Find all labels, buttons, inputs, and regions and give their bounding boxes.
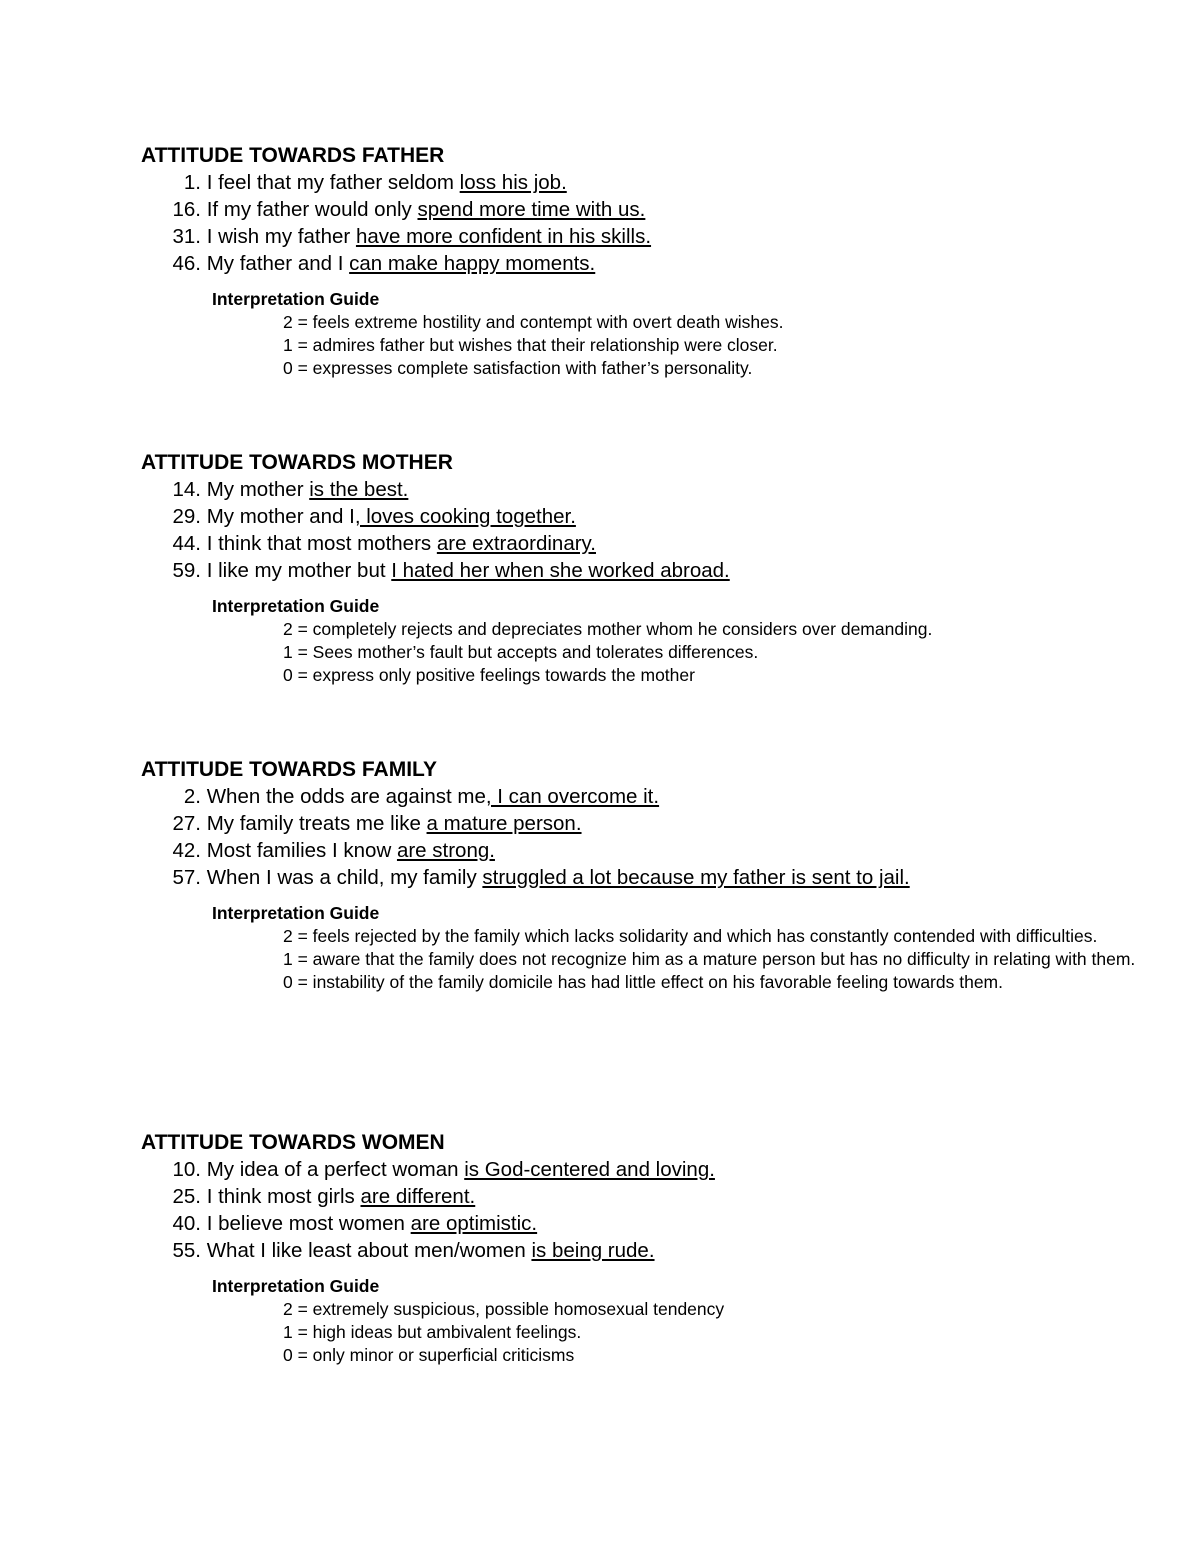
guide-title: Interpretation Guide	[212, 289, 380, 309]
interpretation-guide	[212, 902, 1141, 994]
section-father	[141, 142, 1141, 380]
item-stem: I wish my father	[201, 225, 356, 248]
item-stem: My father and I	[201, 252, 350, 275]
item-number: 31.	[172, 225, 201, 248]
section-family	[141, 756, 1141, 994]
guide-line: 2 = feels extreme hostility and contempt with overt death wishes.	[283, 312, 784, 332]
item-stem: When I was a child, my family	[201, 866, 483, 889]
guide-title: Interpretation Guide	[212, 596, 380, 616]
item-stem: I feel that my father seldom	[201, 171, 460, 194]
guide-line: 0 = only minor or superficial criticisms	[283, 1345, 575, 1365]
item-number: 27.	[172, 812, 201, 835]
item-number: 59.	[172, 559, 201, 582]
item-answer: , loves cooking together.	[354, 505, 576, 528]
guide-line: 1 = admires father but wishes that their relationship were closer.	[283, 335, 778, 355]
sentence-item	[141, 1237, 1141, 1264]
guide-line: 0 = instability of the family domicile has had little effect on his favorable feeling towards them.	[283, 972, 1003, 992]
guide-line: 2 = completely rejects and depreciates mother whom he considers over demanding.	[283, 619, 933, 639]
item-number: 57.	[172, 866, 201, 889]
item-stem: I believe most women	[201, 1212, 411, 1235]
item-answer: are strong.	[396, 839, 495, 862]
sentence-item	[141, 837, 1141, 864]
guide-line: 1 = aware that the family does not recognize him as a mature person but has no difficulty in relating with them.	[283, 949, 1136, 969]
item-number: 55.	[172, 1239, 201, 1262]
item-number: 46.	[172, 252, 201, 275]
item-answer: is God-centered and loving.	[464, 1158, 715, 1181]
item-answer: struggled a lot because my father is sent to jail.	[482, 866, 910, 889]
section-heading: ATTITUDE TOWARDS WOMEN	[141, 1131, 445, 1154]
section-women	[141, 1129, 1141, 1367]
guide-title: Interpretation Guide	[212, 903, 380, 923]
item-answer: are different.	[360, 1185, 476, 1208]
guide-line: 2 = extremely suspicious, possible homosexual tendency	[283, 1299, 725, 1319]
item-stem: My mother	[201, 478, 310, 501]
guide-line: 2 = feels rejected by the family which lacks solidarity and which has constantly contended with difficulties.	[283, 926, 1098, 946]
interpretation-guide	[212, 288, 1141, 380]
item-answer: can make happy moments.	[349, 252, 596, 275]
section-heading: ATTITUDE TOWARDS FATHER	[141, 144, 445, 167]
item-number: 14.	[172, 478, 201, 501]
sentence-item	[141, 530, 1141, 557]
item-answer: are optimistic.	[410, 1212, 538, 1235]
item-number: 2.	[183, 785, 201, 808]
item-stem: I think most girls	[201, 1185, 361, 1208]
item-answer: is the best.	[309, 478, 409, 501]
item-number: 25.	[172, 1185, 201, 1208]
sentence-item	[141, 1183, 1141, 1210]
item-number: 1.	[183, 171, 201, 194]
sentence-item	[141, 1210, 1141, 1237]
item-stem: When the odds are against me	[201, 785, 486, 808]
item-number: 10.	[172, 1158, 201, 1181]
sentence-item	[141, 783, 1141, 810]
section-heading: ATTITUDE TOWARDS FAMILY	[141, 758, 437, 781]
item-stem: I like my mother but	[201, 559, 392, 582]
sentence-item	[141, 223, 1141, 250]
item-stem: My family treats me like	[201, 812, 427, 835]
sentence-item	[141, 476, 1141, 503]
sentence-item	[141, 810, 1141, 837]
item-number: 44.	[172, 532, 201, 555]
section-heading: ATTITUDE TOWARDS MOTHER	[141, 451, 453, 474]
item-stem: My idea of a perfect woman	[201, 1158, 465, 1181]
guide-line: 0 = express only positive feelings towards the mother	[283, 665, 695, 685]
item-number: 42.	[172, 839, 201, 862]
sentence-item	[141, 864, 1141, 891]
item-number: 40.	[172, 1212, 201, 1235]
guide-line: 0 = expresses complete satisfaction with father’s personality.	[283, 358, 753, 378]
item-stem: I think that most mothers	[201, 532, 437, 555]
section-mother	[141, 449, 1141, 687]
sentence-item	[141, 503, 1141, 530]
item-answer: have more confident in his skills.	[355, 225, 652, 248]
sentence-item	[141, 1156, 1141, 1183]
guide-line: 1 = high ideas but ambivalent feelings.	[283, 1322, 582, 1342]
sentence-item	[141, 196, 1141, 223]
item-number: 29.	[172, 505, 201, 528]
item-answer: , I can overcome it.	[485, 785, 660, 808]
item-stem: What I like least about men/women	[201, 1239, 532, 1262]
item-answer: spend more time with us.	[417, 198, 646, 221]
item-stem: My mother and I	[201, 505, 355, 528]
item-answer: are extraordinary.	[436, 532, 596, 555]
item-answer: loss his job.	[459, 171, 567, 194]
item-answer: is being rude.	[531, 1239, 655, 1262]
sentence-item	[141, 169, 1141, 196]
guide-line: 1 = Sees mother’s fault but accepts and tolerates differences.	[283, 642, 759, 662]
sentence-item	[141, 557, 1141, 584]
sentence-item	[141, 250, 1141, 277]
guide-title: Interpretation Guide	[212, 1276, 380, 1296]
item-stem: If my father would only	[201, 198, 418, 221]
item-number: 16.	[172, 198, 201, 221]
item-answer: a mature person.	[426, 812, 582, 835]
interpretation-guide	[212, 1275, 1141, 1367]
interpretation-guide	[212, 595, 1141, 687]
item-answer: I hated her when she worked abroad.	[391, 559, 730, 582]
item-stem: Most families I know	[201, 839, 397, 862]
